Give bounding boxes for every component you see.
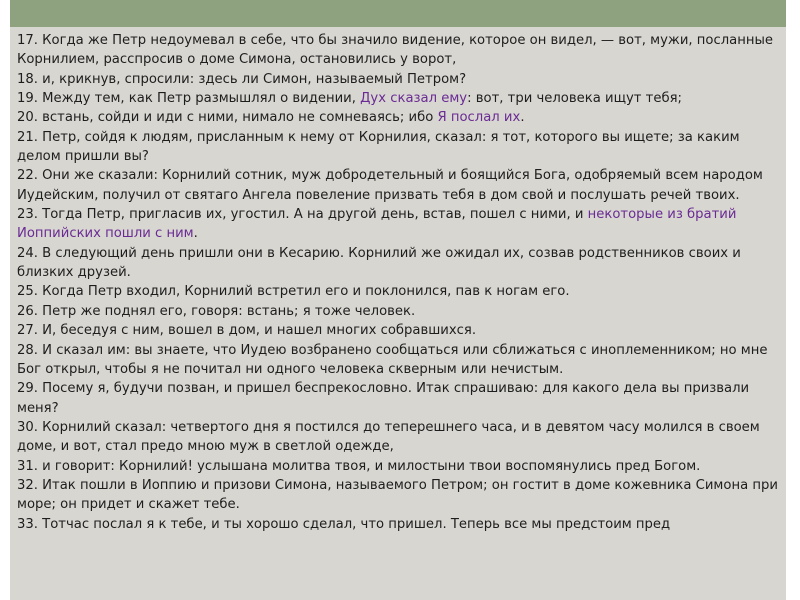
verse-text: 26. Петр же поднял его, говоря: встань; я тоже человек. — [17, 303, 416, 319]
verse-text: 27. И, беседуя с ним, вошел в дом, и нашел многих собравшихся. — [17, 323, 477, 339]
verse-26 — [17, 302, 780, 321]
verse-27 — [17, 321, 780, 340]
verse-text: . — [520, 110, 525, 126]
verse-text: . — [193, 226, 198, 242]
verse-text: 32. Итак пошли в Иоппию и призови Симона, называемого Петром; он гостит в доме кожевника Симона при море; он придет и скажет тебе. — [17, 477, 778, 513]
verse-20 — [17, 108, 780, 127]
verse-text: 31. и говорит: Корнилий! услышана молитва твоя, и милостыни твои воспомянулись пред Богом. — [17, 458, 701, 474]
verse-22 — [17, 166, 780, 205]
verse-31 — [17, 457, 780, 476]
verse-text: 21. Петр, сойдя к людям, присланным к нему от Корнилия, сказал: я тот, которого вы ищете; за каким делом пришли вы? — [17, 129, 740, 165]
verse-24 — [17, 244, 780, 283]
verse-text: 33. Тотчас послал я к тебе, и ты хорошо сделал, что пришел. Теперь все мы предстоим пред — [17, 516, 671, 532]
verse-text: 18. и, крикнув, спросили: здесь ли Симон, называемый Петром? — [17, 71, 467, 87]
verse-text: 23. Тогда Петр, пригласив их, угостил. А на другой день, встав, пошел с ними, и — [17, 207, 588, 223]
verse-text: : вот, три человека ищут тебя; — [467, 91, 682, 107]
verse-text: 19. Между тем, как Петр размышлял о видении, — [17, 91, 361, 107]
verse-33 — [17, 515, 780, 534]
scripture-text-panel — [10, 27, 786, 600]
verse-32 — [17, 476, 780, 515]
verse-17 — [17, 31, 780, 70]
verse-text: 22. Они же сказали: Корнилий сотник, муж добродетельный и боящийся Бога, одобряемый всем народом Иудейским, получил от святаго Ангела повеление призвать тебя в дом свой и послушать речей твоих. — [17, 168, 763, 203]
verse-29 — [17, 379, 780, 418]
verse-23 — [17, 205, 780, 244]
verses-list — [10, 27, 786, 534]
highlighted-phrase: некоторые из братий Иоппийских пошли с ним — [17, 207, 737, 242]
verse-28 — [17, 341, 780, 380]
verse-21 — [17, 128, 780, 167]
verse-text: 17. Когда же Петр недоумевал в себе, что бы значило видение, которое он видел, — вот, мужи, посланные Корнилием, расспросив о доме Симона, остановились у ворот, — [17, 33, 773, 68]
header-bar — [10, 0, 786, 27]
highlighted-phrase: Дух сказал ему — [360, 91, 468, 107]
verse-text: 28. И сказал им: вы знаете, что Иудею возбранено сообщаться или сближаться с иноплеменником; но мне Бог открыл, чтобы я не почитал ни одного человека скверным или нечистым. — [17, 342, 768, 377]
verse-30 — [17, 418, 780, 457]
verse-25 — [17, 282, 780, 301]
highlighted-phrase: Я послал их — [437, 110, 521, 126]
verse-text: 24. В следующий день пришли они в Кесарию. Корнилий же ожидал их, созвав родственников своих и близких друзей. — [17, 245, 741, 281]
verse-text: 25. Когда Петр входил, Корнилий встретил его и поклонился, пав к ногам его. — [17, 284, 570, 300]
verse-18 — [17, 70, 780, 89]
verse-19 — [17, 89, 780, 108]
verse-text: 29. Посему я, будучи позван, и пришел беспрекословно. Итак спрашиваю: для какого дела вы призвали меня? — [17, 381, 750, 416]
verse-text: 30. Корнилий сказал: четвертого дня я постился до теперешнего часа, и в девятом часу молился в своем доме, и вот, стал предо мною муж в светлой одежде, — [17, 419, 760, 455]
verse-text: 20. встань, сойди и иди с ними, нимало не сомневаясь; ибо — [17, 110, 438, 126]
